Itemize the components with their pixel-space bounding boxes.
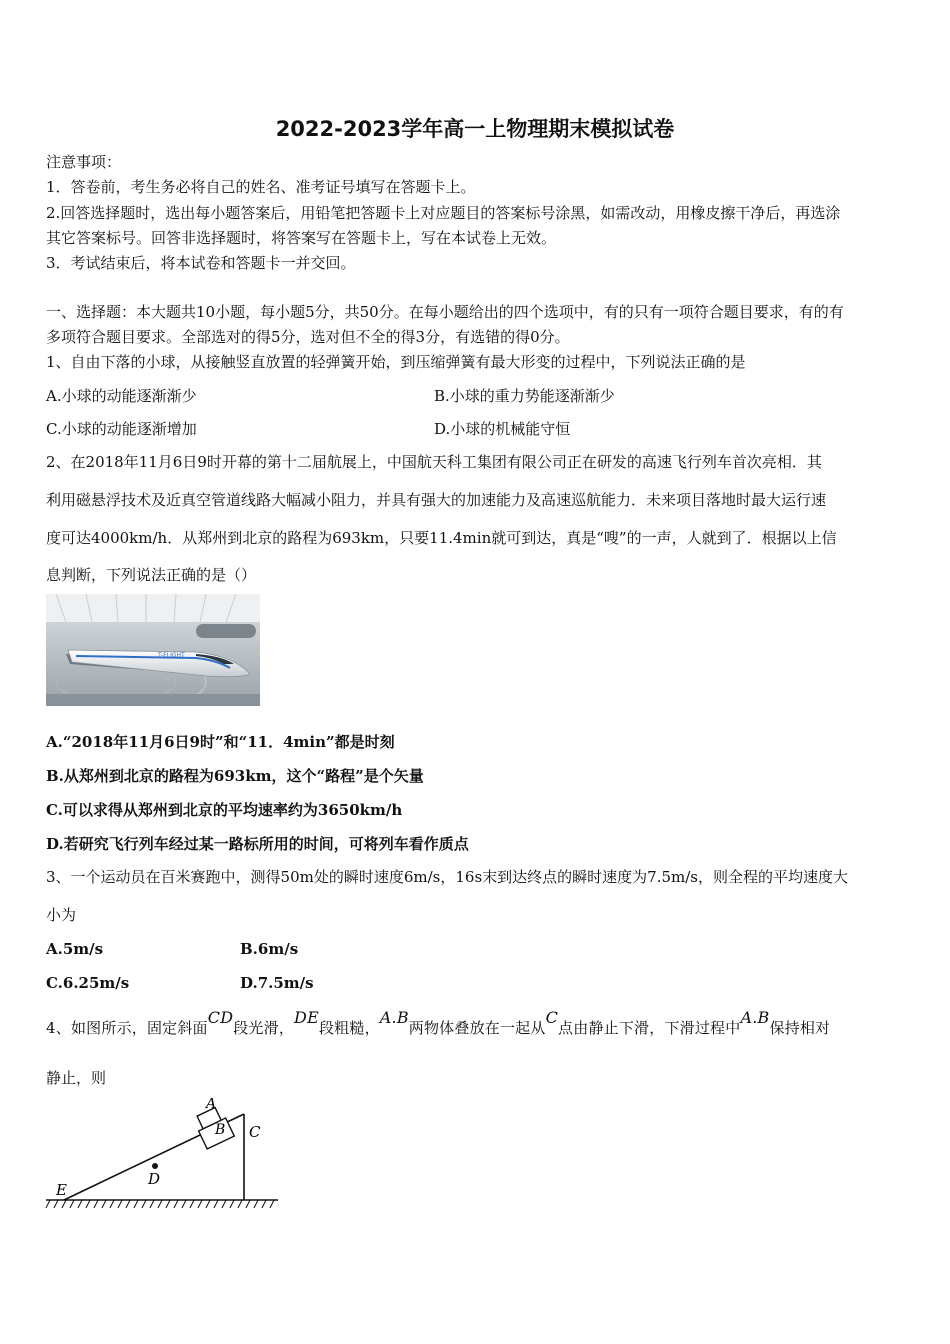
q4-math-ab: A.B — [379, 1008, 409, 1027]
notice-item-2-cont: 其它答案标号。回答非选择题时，将答案写在答题卡上，写在本试卷上无效。 — [46, 229, 557, 247]
q2-option-a: A.“2018年11月6日9时”和“11．4min”都是时刻 — [46, 733, 395, 751]
q1-option-b: B.小球的重力势能逐渐渐少 — [434, 387, 615, 405]
page-title: 2022-2023学年高一上物理期末模拟试卷 — [275, 117, 675, 141]
label-e: E — [56, 1181, 67, 1199]
q1-option-d: D.小球的机械能守恒 — [434, 420, 571, 438]
q4-stem-line1 — [46, 1008, 908, 1038]
q3-stem-line2: 小为 — [46, 906, 77, 924]
q4-math-c: C — [545, 1008, 559, 1027]
q3-stem-line1: 3、一个运动员在百米赛跑中，测得50m处的瞬时速度6m/s，16s末到达终点的瞬时速度为7.5m/s，则全程的平均速度大 — [46, 868, 848, 886]
section-instructions-line1: 一、选择题：本大题共10小题，每小题5分，共50分。在每小题给出的四个选项中，有的只有一项符合题目要求，有的有 — [46, 303, 844, 321]
q4-text-5: 点由静止下滑，下滑过程中 — [558, 1019, 741, 1037]
q4-text-3: 段粗糙， — [318, 1019, 380, 1037]
q2-stem-line3: 度可达4000km/h．从郑州到北京的路程为693km，只要11.4min就可到达，真是“嗖”的一声，人就到了．根据以上信 — [46, 529, 837, 547]
train-body-label: T-FLIGHT — [158, 652, 185, 659]
section-instructions-line2: 多项符合题目要求。全部选对的得5分，选对但不全的得3分，有选错的得0分。 — [46, 328, 570, 346]
notice-item-2: 2.回答选择题时，选出每小题答案后，用铅笔把答题卡上对应题目的答案标号涂黑，如需改动，用橡皮擦干净后，再选涂 — [46, 204, 841, 222]
q4-text-2: 段光滑， — [233, 1019, 295, 1037]
q4-math-cd: CD — [207, 1008, 234, 1027]
q2-stem-line4: 息判断，下列说法正确的是（） — [46, 566, 257, 584]
label-d: D — [148, 1170, 161, 1188]
q2-stem-line1: 2、在2018年11月6日9时开幕的第十二届航展上，中国航天科工集团有限公司正在研发的高速飞行列车首次亮相．其 — [46, 453, 822, 471]
q3-option-d: D.7.5m/s — [240, 974, 314, 992]
q2-option-c: C.可以求得从郑州到北京的平均速率约为3650km/h — [46, 801, 403, 819]
q4-text-4: 两物体叠放在一起从 — [408, 1019, 546, 1037]
notice-item-1: 1．答卷前，考生务必将自己的姓名、准考证号填写在答题卡上。 — [46, 178, 476, 196]
label-a: A — [206, 1098, 217, 1112]
q4-math-ab-2: A.B — [740, 1008, 770, 1027]
q1-options-row2 — [46, 419, 908, 439]
notice-heading: 注意事项： — [46, 153, 122, 171]
q4-stem-line2: 静止，则 — [46, 1069, 107, 1087]
q3-option-b: B.6m/s — [240, 940, 299, 958]
maglev-train-photo — [46, 594, 260, 706]
label-c: C — [249, 1123, 261, 1141]
q2-stem-line2: 利用磁悬浮技术及近真空管道线路大幅减小阻力，并具有强大的加速能力及高速巡航能力．未来项目落地时最大运行速 — [46, 491, 827, 509]
q1-option-c: C.小球的动能逐渐增加 — [46, 420, 197, 438]
q4-text-6: 保持相对 — [769, 1019, 831, 1037]
notice-item-3: 3．考试结束后，将本试卷和答题卡一并交回。 — [46, 254, 356, 272]
q3-options-row1 — [46, 939, 908, 959]
q1-options-row1 — [46, 386, 908, 406]
q4-math-de: DE — [294, 1008, 319, 1027]
q3-options-row2 — [46, 973, 908, 993]
q2-option-b: B.从郑州到北京的路程为693km，这个“路程”是个矢量 — [46, 767, 424, 785]
q2-option-d: D.若研究飞行列车经过某一路标所用的时间，可将列车看作质点 — [46, 835, 469, 853]
q4-text-1: 4、如图所示，固定斜面 — [46, 1019, 208, 1037]
q1-stem: 1、自由下落的小球，从接触竖直放置的轻弹簧开始，到压缩弹簧有最大形变的过程中，下列说法正确的是 — [46, 353, 746, 371]
label-b: B — [215, 1122, 226, 1138]
q3-option-c: C.6.25m/s — [46, 974, 130, 992]
q3-option-a: A.5m/s — [46, 940, 104, 958]
q1-option-a: A.小球的动能逐渐渐少 — [46, 387, 197, 405]
incline-diagram — [44, 1098, 284, 1216]
